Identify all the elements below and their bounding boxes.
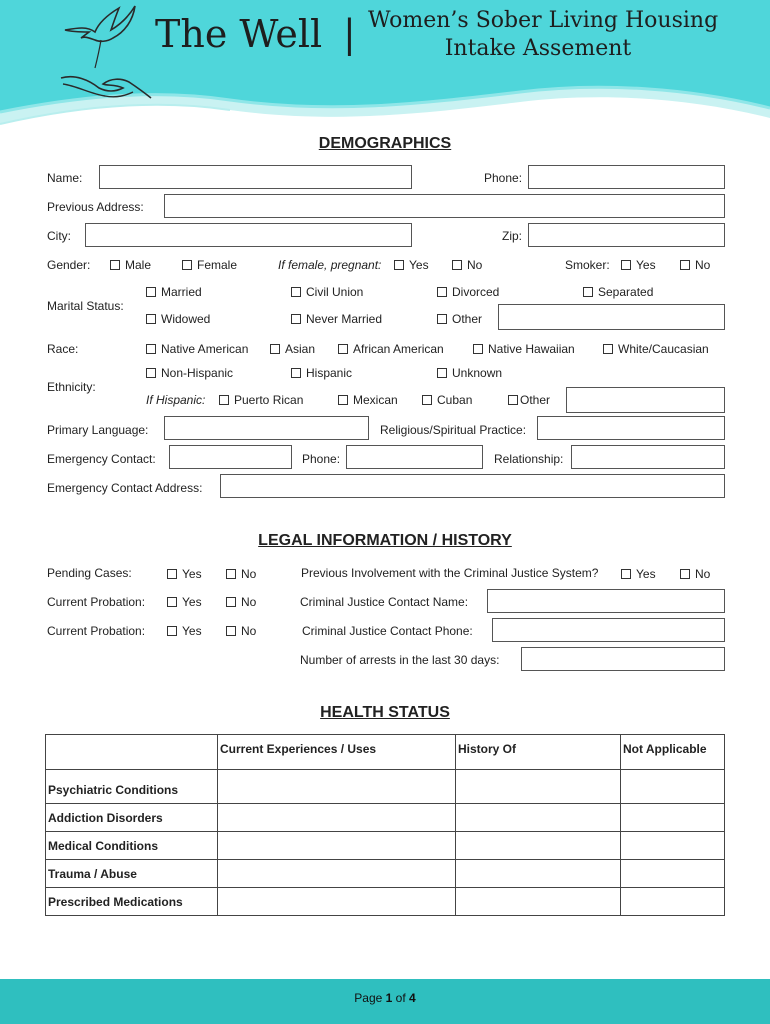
relationship-label: Relationship: — [494, 452, 564, 466]
relationship-field[interactable] — [571, 445, 725, 469]
emergency-address-field[interactable] — [220, 474, 725, 498]
zip-field[interactable] — [528, 223, 725, 247]
checkbox-icon — [146, 314, 156, 324]
checkbox-icon — [219, 395, 229, 405]
checkbox-icon — [291, 314, 301, 324]
checkbox-icon — [182, 260, 192, 270]
gender-label: Gender: — [47, 258, 91, 272]
brand-name: The Well — [155, 12, 323, 56]
pending-yes-label: Yes — [182, 567, 202, 581]
gender-female-label: Female — [197, 258, 238, 272]
checkbox-icon — [226, 597, 236, 607]
gender-female-checkbox[interactable] — [182, 258, 237, 272]
page-of: of — [395, 991, 406, 1005]
emergency-phone-field[interactable] — [346, 445, 483, 469]
table-cell[interactable] — [218, 770, 456, 804]
checkbox-icon — [680, 260, 690, 270]
race-native-american-checkbox[interactable] — [146, 342, 248, 356]
eth-cuban-label: Cuban — [437, 393, 473, 407]
checkbox-icon — [437, 368, 447, 378]
marital-married-checkbox[interactable] — [146, 285, 202, 299]
primary-language-label: Primary Language: — [47, 423, 149, 437]
city-field[interactable] — [85, 223, 412, 247]
row-label: Addiction Disorders — [46, 804, 218, 832]
race-native-hawaiian-checkbox[interactable] — [473, 342, 575, 356]
current-probation-2-label: Current Probation: — [47, 624, 146, 638]
table-header-row — [46, 735, 725, 770]
marital-civil-union-checkbox[interactable] — [291, 285, 363, 299]
primary-language-field[interactable] — [164, 416, 369, 440]
checkbox-icon — [338, 395, 348, 405]
legal-heading: LEGAL INFORMATION / HISTORY — [258, 532, 512, 549]
table-cell[interactable] — [218, 804, 456, 832]
checkbox-icon — [452, 260, 462, 270]
page-prefix: Page — [354, 991, 383, 1005]
smoker-no-label: No — [695, 258, 711, 272]
eth-cuban-checkbox[interactable] — [422, 393, 472, 407]
table-row — [46, 770, 725, 804]
table-cell[interactable] — [621, 860, 725, 888]
eth-other-checkbox[interactable] — [508, 393, 550, 407]
name-field[interactable] — [99, 165, 412, 189]
checkbox-icon — [146, 344, 156, 354]
checkbox-icon — [422, 395, 432, 405]
probation2-yes-label: Yes — [182, 624, 202, 638]
checkbox-icon — [110, 260, 120, 270]
religious-practice-field[interactable] — [537, 416, 725, 440]
emergency-phone-label: Phone: — [302, 452, 341, 466]
gender-male-label: Male — [125, 258, 152, 272]
page-total: 4 — [409, 991, 416, 1005]
name-label: Name: — [47, 171, 83, 185]
emergency-contact-label: Emergency Contact: — [47, 452, 156, 466]
marital-never-married-label: Never Married — [306, 312, 383, 326]
race-african-american-label: African American — [353, 342, 444, 356]
arrests-field[interactable] — [521, 647, 725, 671]
checkbox-icon — [270, 344, 280, 354]
pregnant-no-label: No — [467, 258, 483, 272]
eth-mexican-label: Mexican — [353, 393, 398, 407]
eth-unknown-label: Unknown — [452, 366, 503, 380]
health-heading: HEALTH STATUS — [320, 704, 450, 721]
cj-contact-name-field[interactable] — [487, 589, 725, 613]
gender-male-checkbox[interactable] — [110, 258, 151, 272]
eth-hispanic-checkbox[interactable] — [291, 366, 352, 380]
health-status-table — [45, 734, 725, 916]
checkbox-icon — [680, 569, 690, 579]
checkbox-icon — [167, 569, 177, 579]
checkbox-icon — [167, 626, 177, 636]
row-label: Prescribed Medications — [46, 888, 218, 916]
table-cell[interactable] — [456, 804, 621, 832]
probation-yes-checkbox[interactable] — [167, 595, 202, 609]
emergency-contact-field[interactable] — [169, 445, 292, 469]
checkbox-icon — [603, 344, 613, 354]
phone-label: Phone: — [484, 171, 523, 185]
header-title-line1: Women’s Sober Living Housing — [368, 8, 719, 33]
city-label: City: — [47, 229, 71, 243]
eth-unknown-checkbox[interactable] — [437, 366, 502, 380]
previous-address-field[interactable] — [164, 194, 725, 218]
row-label: Trauma / Abuse — [46, 860, 218, 888]
eth-puerto-rican-label: Puerto Rican — [234, 393, 304, 407]
if-hispanic-label: If Hispanic: — [146, 393, 206, 407]
pregnant-no-checkbox[interactable] — [452, 258, 482, 272]
checkbox-icon — [437, 314, 447, 324]
page-number — [0, 991, 770, 1005]
pregnant-yes-checkbox[interactable] — [394, 258, 429, 272]
cj-contact-phone-field[interactable] — [492, 618, 725, 642]
marital-separated-label: Separated — [598, 285, 654, 299]
table-cell[interactable] — [456, 860, 621, 888]
involvement-yes-checkbox[interactable] — [621, 567, 656, 581]
phone-field[interactable] — [528, 165, 725, 189]
race-native-hawaiian-label: Native Hawaiian — [488, 342, 575, 356]
header-banner — [0, 0, 770, 150]
table-header-cell: Current Experiences / Uses — [218, 735, 456, 770]
header-separator: | — [343, 12, 356, 56]
table-cell[interactable] — [621, 888, 725, 916]
checkbox-icon — [473, 344, 483, 354]
checkbox-icon — [338, 344, 348, 354]
probation2-no-label: No — [241, 624, 257, 638]
table-row — [46, 860, 725, 888]
header-title-line2: Intake Assement — [444, 36, 632, 61]
eth-non-hispanic-label: Non-Hispanic — [161, 366, 234, 380]
race-white-label: White/Caucasian — [618, 342, 709, 356]
cj-contact-phone-label: Criminal Justice Contact Phone: — [302, 624, 473, 638]
marital-widowed-label: Widowed — [161, 312, 211, 326]
probation-yes-label: Yes — [182, 595, 202, 609]
arrests-label: Number of arrests in the last 30 days: — [300, 653, 500, 667]
row-label: Psychiatric Conditions — [46, 770, 218, 804]
checkbox-icon — [291, 287, 301, 297]
race-label: Race: — [47, 342, 79, 356]
checkbox-icon — [226, 569, 236, 579]
marital-widowed-checkbox[interactable] — [146, 312, 210, 326]
race-white-checkbox[interactable] — [603, 342, 709, 356]
pending-no-checkbox[interactable] — [226, 567, 256, 581]
smoker-yes-label: Yes — [636, 258, 656, 272]
table-cell[interactable] — [218, 888, 456, 916]
smoker-yes-checkbox[interactable] — [621, 258, 656, 272]
smoker-label: Smoker: — [565, 258, 610, 272]
checkbox-icon — [621, 260, 631, 270]
checkbox-icon — [394, 260, 404, 270]
checkbox-icon — [437, 287, 447, 297]
involvement-no-label: No — [695, 567, 711, 581]
probation-no-label: No — [241, 595, 257, 609]
probation2-no-checkbox[interactable] — [226, 624, 256, 638]
involvement-no-checkbox[interactable] — [680, 567, 710, 581]
checkbox-icon — [146, 287, 156, 297]
pregnant-yes-label: Yes — [409, 258, 429, 272]
marital-civil-union-label: Civil Union — [306, 285, 364, 299]
table-row — [46, 832, 725, 860]
table-header-cell: History Of — [456, 735, 621, 770]
marital-status-label: Marital Status: — [47, 299, 124, 313]
table-cell[interactable] — [218, 860, 456, 888]
pending-yes-checkbox[interactable] — [167, 567, 202, 581]
race-native-american-label: Native American — [161, 342, 249, 356]
table-cell[interactable] — [456, 770, 621, 804]
checkbox-icon — [621, 569, 631, 579]
current-probation-label: Current Probation: — [47, 595, 146, 609]
pending-cases-label: Pending Cases: — [47, 566, 132, 580]
checkbox-icon — [167, 597, 177, 607]
marital-other-label: Other — [452, 312, 483, 326]
smoker-no-checkbox[interactable] — [680, 258, 710, 272]
marital-divorced-label: Divorced — [452, 285, 500, 299]
marital-divorced-checkbox[interactable] — [437, 285, 499, 299]
checkbox-icon — [291, 368, 301, 378]
table-cell[interactable] — [621, 770, 725, 804]
checkbox-icon — [508, 395, 518, 405]
row-label: Medical Conditions — [46, 832, 218, 860]
checkbox-icon — [146, 368, 156, 378]
table-cell[interactable] — [621, 804, 725, 832]
religious-practice-label: Religious/Spiritual Practice: — [380, 423, 527, 437]
page-current: 1 — [385, 991, 393, 1005]
checkbox-icon — [583, 287, 593, 297]
zip-label: Zip: — [502, 229, 523, 243]
probation-no-checkbox[interactable] — [226, 595, 256, 609]
cj-contact-name-label: Criminal Justice Contact Name: — [300, 595, 469, 609]
probation2-yes-checkbox[interactable] — [167, 624, 202, 638]
marital-married-label: Married — [161, 285, 202, 299]
emergency-address-label: Emergency Contact Address: — [47, 481, 203, 495]
table-header-cell — [46, 735, 218, 770]
marital-never-married-checkbox[interactable] — [291, 312, 382, 326]
pregnant-label: If female, pregnant: — [278, 258, 382, 272]
previous-address-label: Previous Address: — [47, 200, 144, 214]
eth-non-hispanic-checkbox[interactable] — [146, 366, 233, 380]
table-header-cell: Not Applicable — [621, 735, 725, 770]
table-cell[interactable] — [218, 832, 456, 860]
table-row — [46, 888, 725, 916]
involvement-yes-label: Yes — [636, 567, 656, 581]
marital-other-field[interactable] — [498, 304, 725, 330]
race-asian-checkbox[interactable] — [270, 342, 315, 356]
marital-other-checkbox[interactable] — [437, 312, 482, 326]
ethnicity-label: Ethnicity: — [47, 380, 96, 394]
eth-other-field[interactable] — [566, 387, 725, 413]
pending-no-label: No — [241, 567, 257, 581]
table-row — [46, 804, 725, 832]
marital-separated-checkbox[interactable] — [583, 285, 653, 299]
race-african-american-checkbox[interactable] — [338, 342, 444, 356]
race-asian-label: Asian — [285, 342, 316, 356]
eth-other-label: Other — [520, 393, 551, 407]
table-cell[interactable] — [456, 832, 621, 860]
table-cell[interactable] — [456, 888, 621, 916]
eth-mexican-checkbox[interactable] — [338, 393, 398, 407]
eth-hispanic-label: Hispanic — [306, 366, 353, 380]
eth-puerto-rican-checkbox[interactable] — [219, 393, 303, 407]
dove-hands-logo-icon — [55, 2, 165, 107]
table-cell[interactable] — [621, 832, 725, 860]
checkbox-icon — [226, 626, 236, 636]
demographics-heading: DEMOGRAPHICS — [318, 135, 452, 152]
previous-involvement-label: Previous Involvement with the Criminal Justice System? — [301, 566, 599, 580]
